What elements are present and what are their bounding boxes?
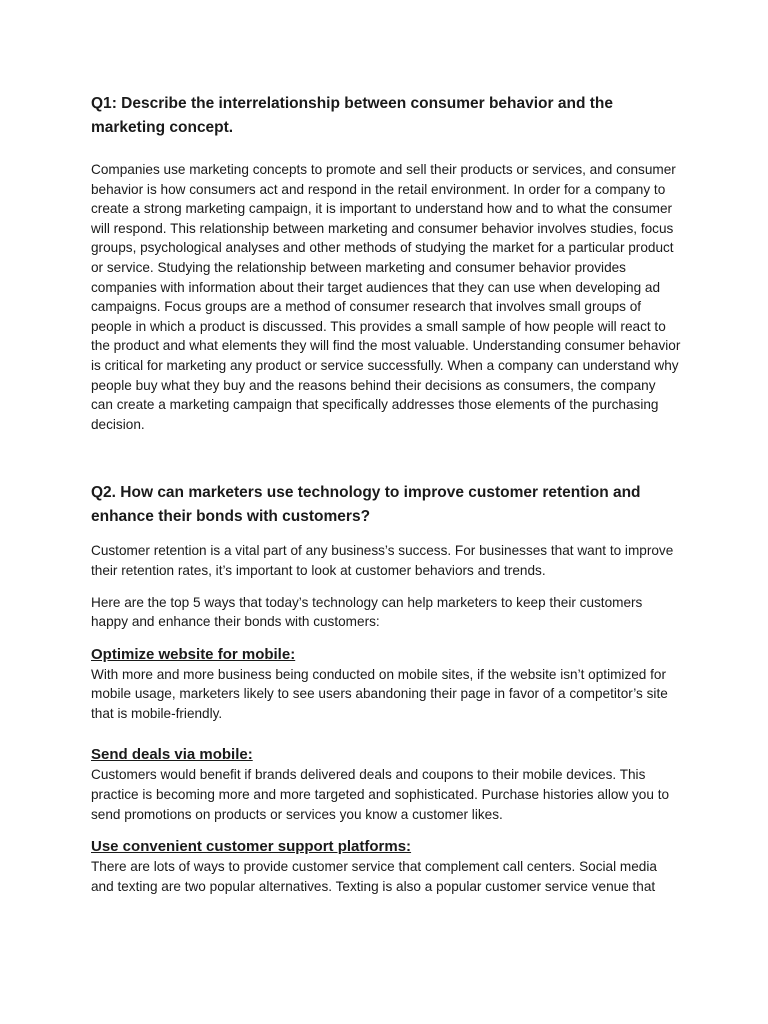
question-1-text: : Describe the interrelationship between consumer behavior and the marketing concept. [91, 95, 613, 136]
tip-item [91, 745, 681, 824]
tip-body: There are lots of ways to provide customer service that complement call centers. Social media and texting are two popular alternatives. Texting is also a popular customer service venue that [91, 859, 657, 894]
tip-item [91, 645, 681, 724]
tip-body: Customers would benefit if brands delivered deals and coupons to their mobile devices. This practice is becoming more and more targeted and sophisticated. Purchase histories allow you to send promotions on products or services you know a customer likes. [91, 767, 670, 822]
tip-body: With more and more business being conducted on mobile sites, if the website isn’t optimized for mobile usage, marketers likely to see users abandoning their page in favor of a competitor’s site that is mobile-friendly. [91, 666, 668, 721]
question-2-title: Q2. How can marketers use technology to improve customer retention and enhance their bonds with customers? [91, 484, 641, 526]
tip-heading: Use convenient customer support platforms: [91, 838, 412, 856]
question-1-answer: Companies use marketing concepts to promote and sell their products or services, and consumer behavior is how consumers act and respond in the retail environment. In order for a company to create a strong marketing campaign, it is important to understand how and to what the consumer will respond. This relationship between marketing and consumer behavior involves studies, focus groups, psychological analyses and other methods of studying the market for a particular product or service. Studying the relationship between marketing and consumer behavior provides companies with information about their target audiences that they can use when developing ad campaigns. Focus groups are a method of consumer research that involves small groups of people in which a product is discussed. This provides a small sample of how people will react to the product and what elements they will find the most valuable. Understanding consumer behavior is critical for marketing any product or service successfully. When a company can understand why people buy what they buy and the reasons behind their decisions as consumers, the company can create a marketing campaign that specifically addresses those elements of the purchasing decision. [91, 162, 681, 432]
question-1-label: Q1 [91, 95, 112, 112]
question-2-intro-2: Here are the top 5 ways that today’s technology can help marketers to keep their customers happy and enhance their bonds with customers: [91, 594, 643, 630]
tip-item [91, 837, 681, 896]
tip-heading: Send deals via mobile: [91, 746, 253, 764]
question-2-intro-1: Customer retention is a vital part of any business’s success. For businesses that want to improve their retention rates, it’s important to look at customer behaviors and trends. [91, 543, 674, 578]
question-1-title [91, 92, 681, 140]
document-page [91, 92, 681, 896]
tip-heading: Optimize website for mobile: [91, 645, 296, 663]
